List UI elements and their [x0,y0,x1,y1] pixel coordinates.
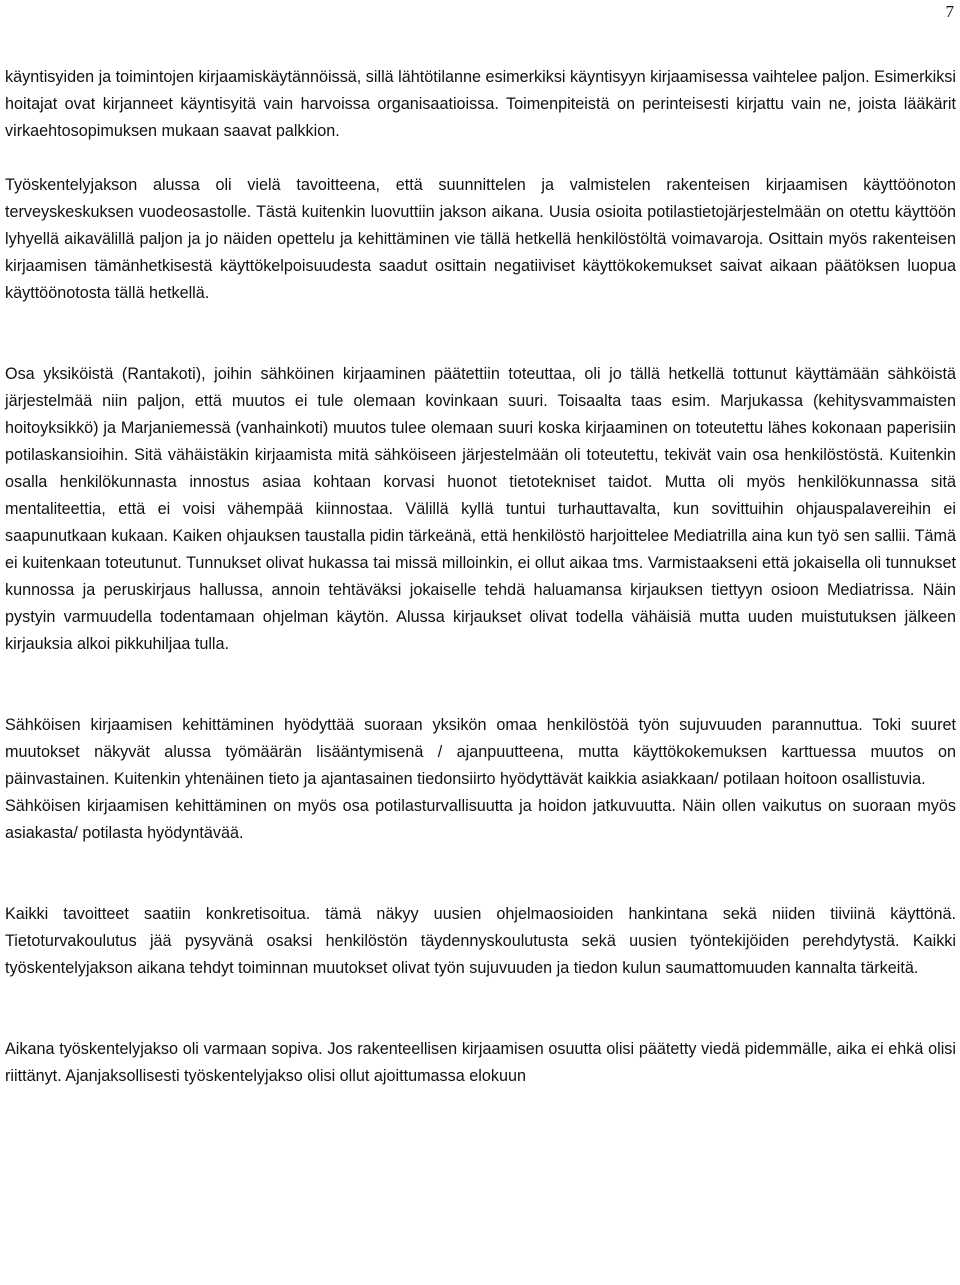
paragraph-1: käyntisyiden ja toimintojen kirjaamiskäytännöissä, sillä lähtötilanne esimerkiksi käyntisyyn kirjaamisessa vaihtelee paljon. Esimerkiksi hoitajat ovat kirjanneet käyntisyitä vain harvoissa organisaatioissa. Toimenpiteistä on perinteisesti kirjattu vain ne, joista lääkärit virkaehtosopimuksen mukaan saavat palkkion. [5,68,956,140]
paragraph-5: Sähköisen kirjaamisen kehittäminen on myös osa potilasturvallisuutta ja hoidon jatkuvuutta. Näin ollen vaikutus on suoraan myös asiakasta/ potilasta hyödyntävää. [5,797,956,842]
paragraph-2: Työskentelyjakson alussa oli vielä tavoitteena, että suunnittelen ja valmistelen rakenteisen kirjaamisen käyttöönoton terveyskeskuksen vuodeosastolle. Tästä kuitenkin luovuttiin jakson aikana. Uusia osioita potilastietojärjestelmään on otettu käyttöön lyhyellä aikavälillä paljon ja jo näiden opettelu ja kehittäminen vie tällä hetkellä henkilöstöltä voimavaroja. Osittain myös rakenteisen kirjaamisen tämänhetkisestä käyttökelpoisuudesta saadut osittain negatiiviset käyttökokemukset saivat aikaan päätöksen luopua käyttöönotosta tällä hetkellä. [5,176,956,302]
paragraph-4: Sähköisen kirjaamisen kehittäminen hyödyttää suoraan yksikön omaa henkilöstöä työn sujuvuuden parannuttua. Toki suuret muutokset näkyvät alussa työmäärän lisääntymisenä / ajanpuutteena, mutta käyttökokemuksen karttuessa muutos on päinvastainen. Kuitenkin yhtenäinen tieto ja ajantasainen tiedonsiirto hyödyttävät kaikkia asiakkaan/ potilaan hoitoon osallistuvia. [5,716,956,788]
paragraph-6: Kaikki tavoitteet saatiin konkretisoitua. tämä näkyy uusien ohjelmaosioiden hankintana sekä niiden tiiviinä käyttönä. Tietoturvakoulutus jää pysyvänä osaksi henkilöstön täydennyskoulutusta sekä uusien työntekijöiden perehdytystä. Kaikki työskentelyjakson aikana tehdyt toiminnan muutokset olivat työn sujuvuuden ja tiedon kulun saumattomuuden kannalta tärkeitä. [5,905,956,977]
page-number: 7 [945,2,954,21]
paragraph-3: Osa yksiköistä (Rantakoti), joihin sähköinen kirjaaminen päätettiin toteuttaa, oli jo tällä hetkellä tottunut käyttämään sähköistä järjestelmää niin paljon, että muutos ei tule olemaan kovinkaan suuri. Toisaalta taas esim. Marjukassa (kehitysvammaisten hoitoyksikkö) ja Marjaniemessä (vanhainkoti) muutos tulee olemaan suuri koska kirjaaminen on toteutettu lähes kokonaan paperisiin potilaskansioihin. Sitä vähäistäkin kirjaamista mitä sähköiseen järjestelmään oli toteutettu, tekivät vain osa henkilöstöstä. Kuitenkin osalla henkilökunnasta innostus asiaa kohtaan korvasi huonot tietotekniset taidot. Mutta oli myös henkilökunnassa sitä mentaliteettia, että ei voisi vähempää kiinnostaa. Välillä kyllä tuntui turhauttavalta, kun sovittuihin ohjauspalavereihin ei saapunutkaan kukaan. Kaiken ohjauksen taustalla pidin tärkeänä, että henkilöstö harjoittelee Mediatrilla aina kun työ sen sallii. Tämä ei kuitenkaan toteutunut. Tunnukset olivat hukassa tai missä milloinkin, ei ollut aikaa tms. Varmistaakseni että jokaisella oli tunnukset kunnossa ja peruskirjaus hallussa, annoin tehtäväksi jokaiselle tehdä haluamansa kirjauksen tiettyyn osioon Mediatrissa. Näin pystyin varmuudella todentamaan ohjelman käytön. Alussa kirjaukset olivat todella vähäisiä mutta uuden muistutuksen jälkeen kirjauksia alkoi pikkuhiljaa tulla. [5,365,956,653]
paragraph-7: Aikana työskentelyjakso oli varmaan sopiva. Jos rakenteellisen kirjaamisen osuutta olisi päätetty viedä pidemmälle, aika ei ehkä olisi riittänyt. Ajanjaksollisesti työskentelyjakso olisi ollut ajoittumassa elokuun [5,1040,956,1085]
document-body [5,64,956,1090]
